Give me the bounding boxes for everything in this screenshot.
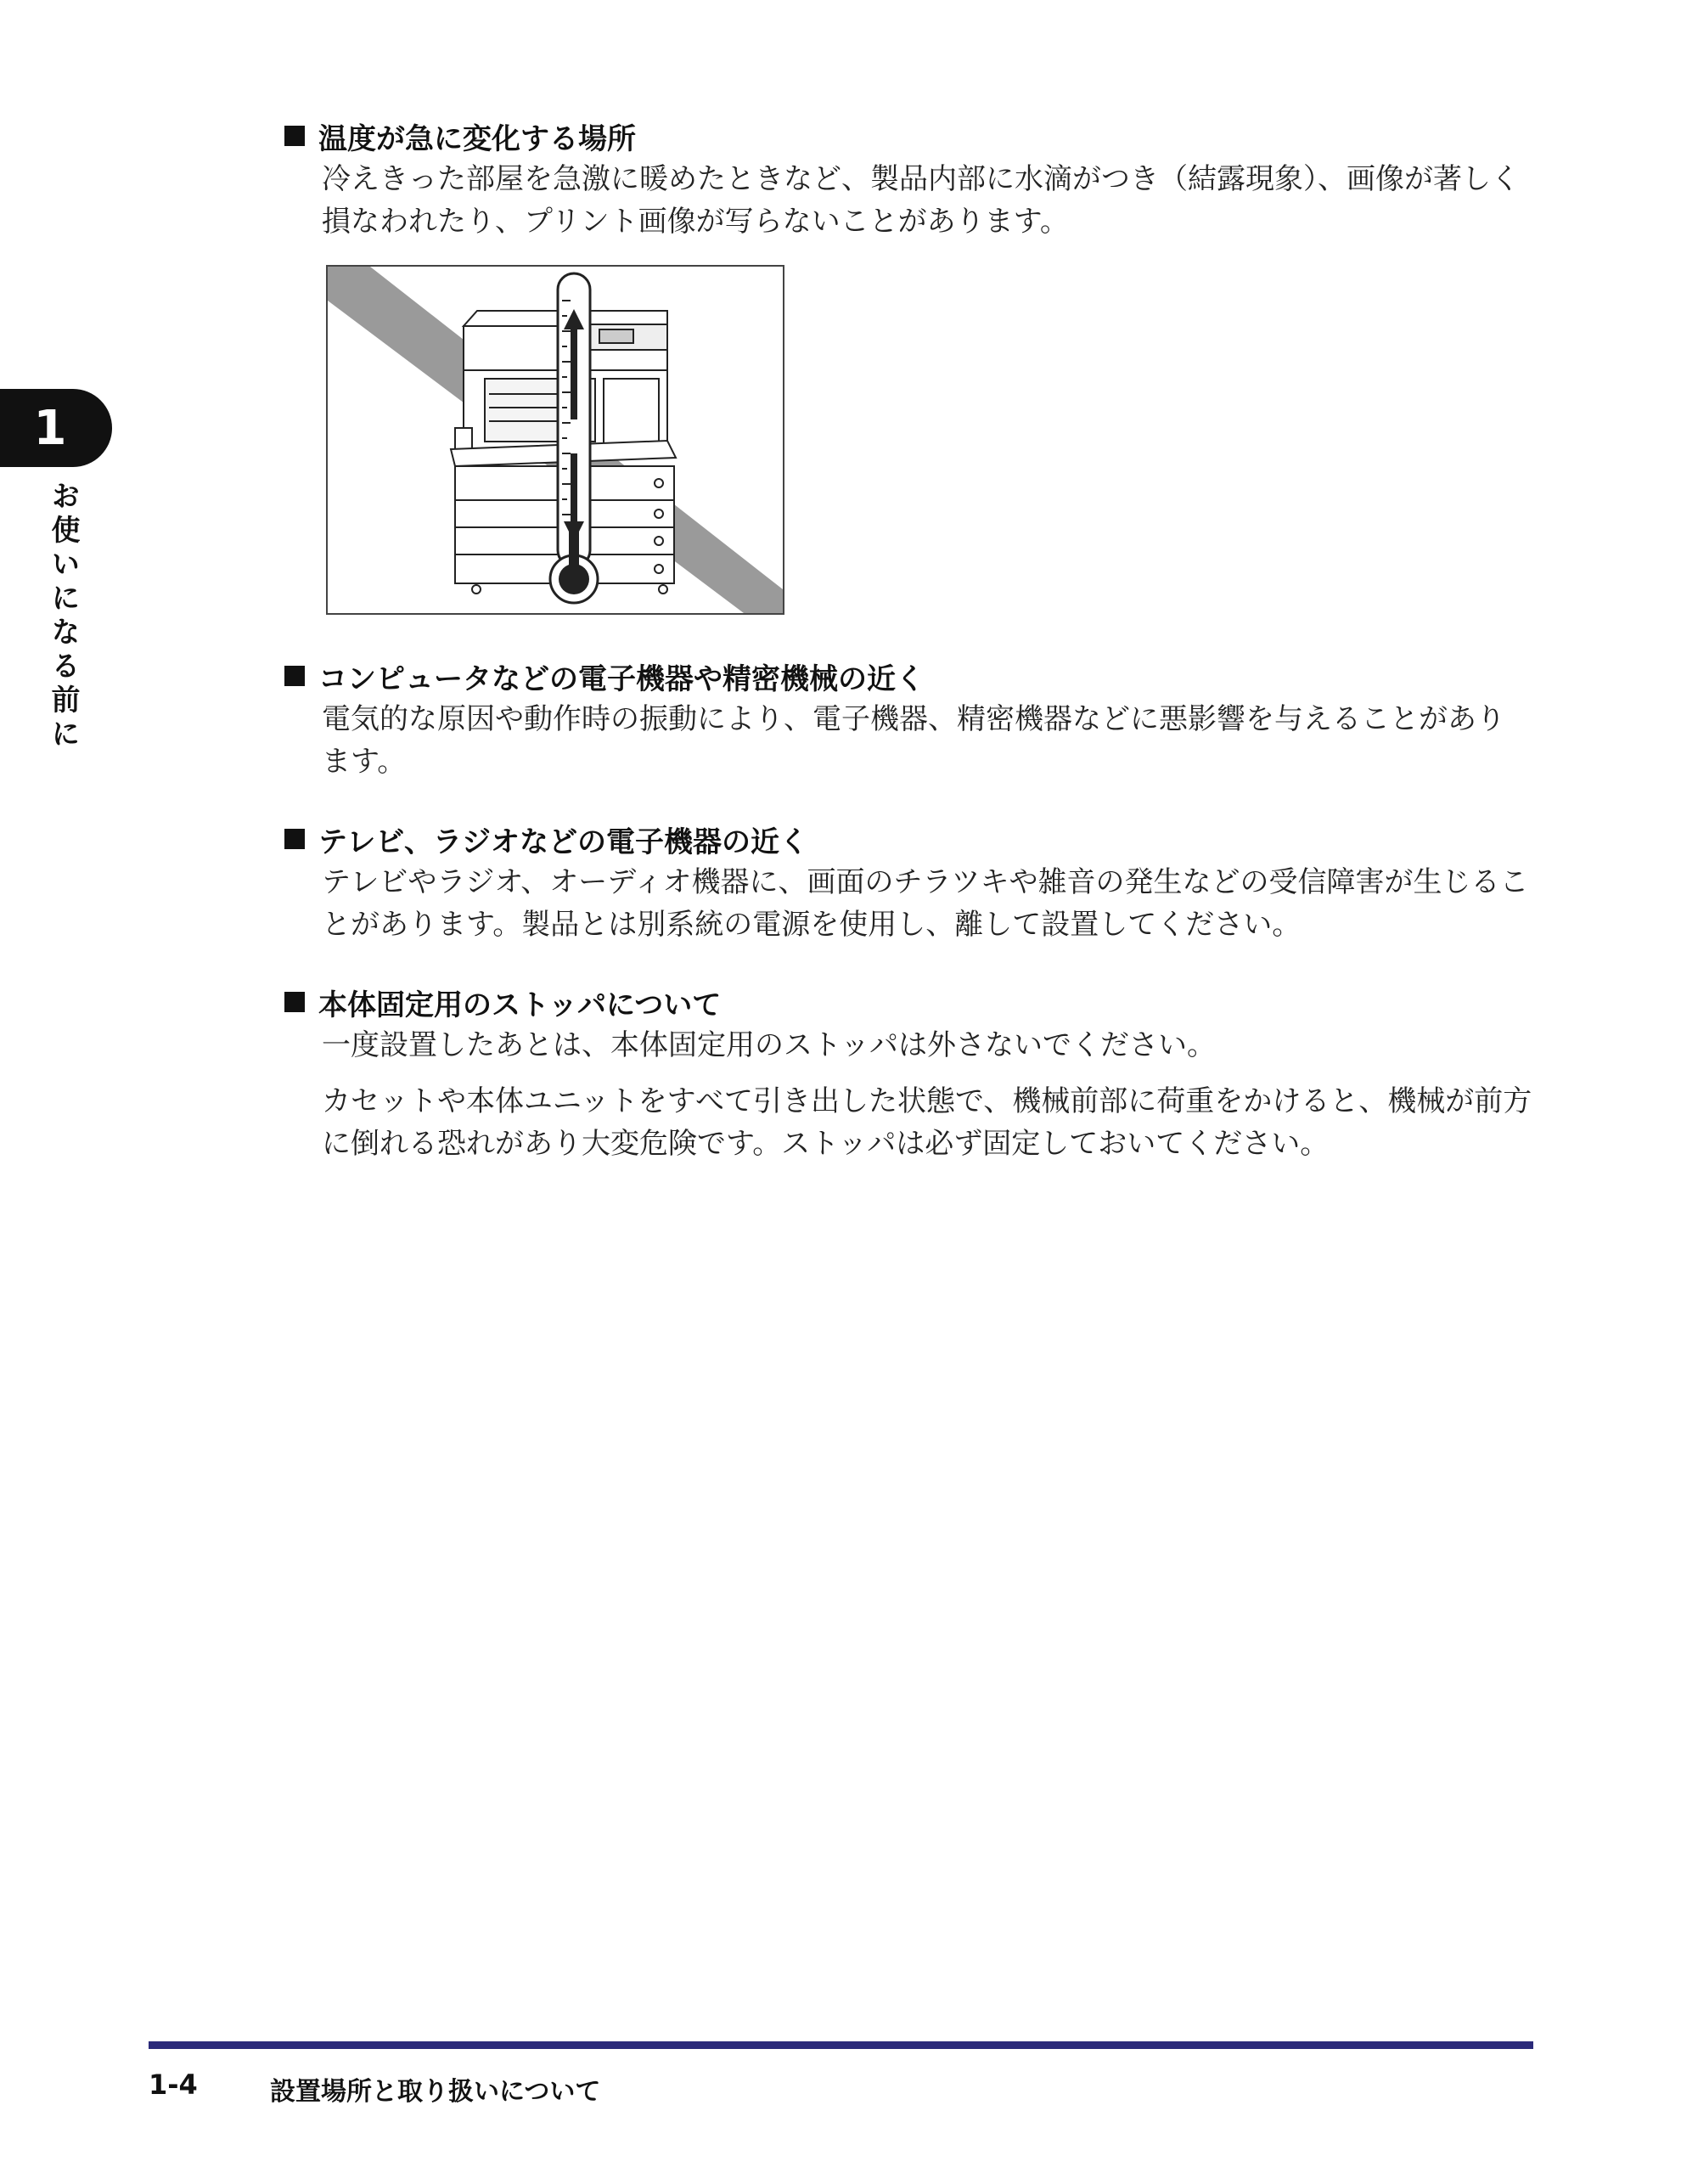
bullet-square-icon <box>284 829 305 849</box>
section-heading-text: テレビ、ラジオなどの電子機器の近く <box>318 825 808 859</box>
bullet-square-icon <box>284 126 305 146</box>
section-heading-text: 本体固定用のストッパについて <box>318 988 722 1022</box>
section-paragraph: 冷えきった部屋を急激に暖めたときなど、製品内部に水滴がつき（結露現象）、画像が著しく損なわれたり、プリント画像が写らないことがあります。 <box>322 162 1520 239</box>
section-heading-text: 温度が急に変化する場所 <box>318 121 636 156</box>
section-heading <box>284 817 1532 861</box>
section-temperature <box>284 114 1532 243</box>
section-tv-radio <box>284 817 1532 946</box>
section-paragraph: カセットや本体ユニットをすべて引き出した状態で、機械前部に荷重をかけると、機械が前方に倒れる恐れがあり大変危険です。ストッパは必ず固定しておいてください。 <box>322 1084 1532 1161</box>
section-heading <box>284 654 1532 698</box>
chapter-number: 1 <box>33 400 67 456</box>
section-heading <box>284 980 1532 1024</box>
section-paragraph: 一度設置したあとは、本体固定用のストッパは外さないでください。 <box>322 1028 1216 1062</box>
illustration-copier-thermometer <box>326 265 784 615</box>
bullet-square-icon <box>284 992 305 1012</box>
chapter-title: お使いになる前に <box>46 481 80 752</box>
footer-title: 設置場所と取り扱いについて <box>270 2077 601 2107</box>
bullet-square-icon <box>284 666 305 686</box>
section-heading <box>284 114 1532 158</box>
section-paragraph: テレビやラジオ、オーディオ機器に、画面のチラツキや雑音の発生などの受信障害が生じることがあります。製品とは別系統の電源を使用し、離して設置してください。 <box>322 865 1529 942</box>
section-paragraph: 電気的な原因や動作時の振動により、電子機器、精密機器などに悪影響を与えることがあります。 <box>322 702 1505 779</box>
page-number: 1-4 <box>149 2069 198 2101</box>
footer-divider <box>149 2041 1533 2049</box>
section-stopper <box>284 980 1532 1165</box>
section-electronic-devices <box>284 654 1532 783</box>
chapter-tab <box>0 389 112 467</box>
section-heading-text: コンピュータなどの電子機器や精密機械の近く <box>318 661 925 696</box>
